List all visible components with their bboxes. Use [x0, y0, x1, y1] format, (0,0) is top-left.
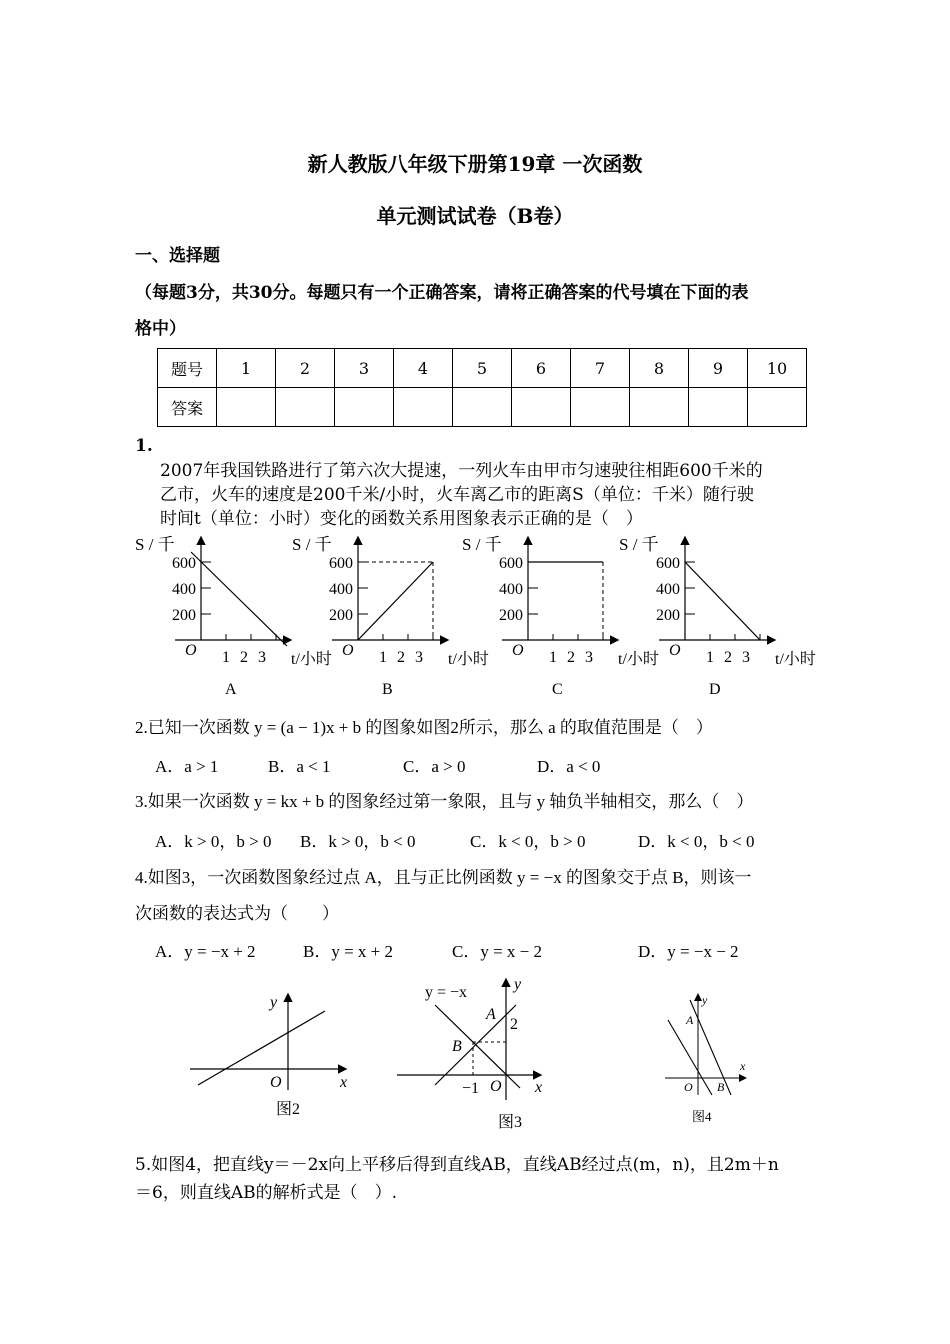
- option-label-c: C: [552, 681, 563, 698]
- q5-line1: 5.如图4，把直线y＝－2x向上平移后得到直线AB，直线AB经过点(m，n)，且2m＋n: [135, 1155, 779, 1175]
- fig3-caption: 图3: [498, 1114, 523, 1131]
- answer-cell[interactable]: [217, 388, 276, 427]
- x-axis-label: t/小时: [775, 651, 816, 668]
- table-cell: 1: [217, 349, 276, 388]
- figures-2-3-4: [180, 975, 770, 1135]
- figure-3: [397, 976, 542, 1131]
- q3-option-b: B．k > 0，b < 0: [300, 832, 416, 851]
- option-label-d: D: [709, 681, 721, 698]
- fig2-x-label: x: [340, 1074, 348, 1091]
- q2-stem: 2.已知一次函数 y = (a − 1)x + b 的图象如图2所示，那么 a 的取值范围是（ ）: [135, 718, 713, 737]
- tick-400: 400: [499, 581, 523, 598]
- tick-2: 2: [397, 649, 405, 666]
- tick-3: 3: [585, 649, 593, 666]
- answer-table: [157, 348, 807, 427]
- page-subtitle: 单元测试试卷（B卷）: [376, 204, 574, 228]
- q1-line1: 2007年我国铁路进行了第六次大提速，一列火车由甲市匀速驶往相距600千米的: [160, 461, 763, 481]
- answer-cell[interactable]: [394, 388, 453, 427]
- fig2-caption: 图2: [276, 1101, 301, 1118]
- fig3-point-a: A: [486, 1006, 496, 1023]
- origin-label: O: [669, 642, 681, 659]
- fig3-y-label: y: [514, 976, 522, 993]
- q3-option-c: C．k < 0，b > 0: [470, 832, 586, 851]
- q3-option-d: D．k < 0，b < 0: [638, 832, 755, 851]
- q1-line2: 乙市，火车的速度是200千米/小时，火车离乙市的距离S（单位：千米）随行驶: [160, 485, 754, 505]
- table-row: [158, 388, 807, 427]
- q4-stem-line2: 次函数的表达式为（ ）: [135, 904, 339, 923]
- table-cell: 3: [335, 349, 394, 388]
- q3-stem: 3.如果一次函数 y = kx + b 的图象经过第一象限，且与 y 轴负半轴相交，那么（ ）: [135, 792, 754, 811]
- fig3-origin-label: O: [490, 1078, 502, 1095]
- tick-200: 200: [329, 607, 353, 624]
- tick-3: 3: [415, 649, 423, 666]
- table-cell: 答案: [158, 388, 217, 427]
- q3-option-a: A．k > 0，b > 0: [155, 832, 272, 851]
- fig4-point-a: A: [686, 1013, 694, 1027]
- fig3-point-b: B: [452, 1038, 462, 1055]
- table-cell: 6: [512, 349, 571, 388]
- fig4-y-label: y: [702, 993, 708, 1007]
- fig3-x-label: x: [535, 1079, 543, 1096]
- tick-2: 2: [240, 649, 248, 666]
- tick-600: 600: [329, 555, 353, 572]
- answer-cell[interactable]: [512, 388, 571, 427]
- q1-line3: 时间t（单位：小时）变化的函数关系用图象表示正确的是（ ）: [160, 509, 643, 529]
- table-cell: 4: [394, 349, 453, 388]
- graph-c: [462, 535, 659, 698]
- q4-stem-line1: 4.如图3，一次函数图象经过点 A，且与正比例函数 y = −x 的图象交于点 B，则该一: [135, 868, 752, 887]
- tick-600: 600: [172, 555, 196, 572]
- tick-400: 400: [656, 581, 680, 598]
- tick-2: 2: [567, 649, 575, 666]
- y-axis-label: S / 千: [292, 535, 332, 554]
- origin-label: O: [342, 642, 354, 659]
- answer-cell[interactable]: [689, 388, 748, 427]
- tick-600: 600: [499, 555, 523, 572]
- answer-cell[interactable]: [453, 388, 512, 427]
- graph-b: [292, 535, 489, 698]
- tick-1: 1: [706, 649, 714, 666]
- y-axis-label: S / 千: [135, 535, 175, 554]
- fig3-tick-2: 2: [510, 1016, 518, 1033]
- fig4-x-label: x: [740, 1059, 746, 1073]
- origin-label: O: [512, 642, 524, 659]
- origin-label: O: [185, 642, 197, 659]
- q4-option-a: A．y = −x + 2: [155, 942, 256, 961]
- answer-cell[interactable]: [276, 388, 335, 427]
- q4-option-b: B．y = x + 2: [303, 942, 394, 961]
- table-cell: 2: [276, 349, 335, 388]
- option-label-a: A: [225, 681, 237, 698]
- tick-400: 400: [172, 581, 196, 598]
- section-note-line2: 格中）: [135, 319, 186, 339]
- figure-2: [190, 994, 347, 1118]
- answer-cell[interactable]: [335, 388, 394, 427]
- table-row: [158, 349, 807, 388]
- fig4-point-b: B: [717, 1080, 725, 1094]
- tick-1: 1: [549, 649, 557, 666]
- x-axis-label: t/小时: [291, 651, 332, 668]
- tick-3: 3: [742, 649, 750, 666]
- section-heading: 一、选择题: [135, 246, 220, 266]
- option-label-b: B: [382, 681, 393, 698]
- section-note-line1: （每题3分，共30分。每题只有一个正确答案，请将正确答案的代号填在下面的表: [135, 283, 749, 303]
- fig2-origin-label: O: [270, 1074, 282, 1091]
- q2-option-b: B．a < 1: [268, 757, 331, 776]
- fig2-y-label: y: [270, 994, 278, 1011]
- tick-200: 200: [172, 607, 196, 624]
- x-axis-label: t/小时: [448, 651, 489, 668]
- graph-a: [135, 535, 332, 698]
- tick-1: 1: [379, 649, 387, 666]
- tick-3: 3: [258, 649, 266, 666]
- table-cell: 8: [630, 349, 689, 388]
- page-title: 新人教版八年级下册第19章 一次函数: [307, 152, 643, 176]
- table-cell: 7: [571, 349, 630, 388]
- q1-number: 1.: [135, 436, 153, 456]
- q5-line2: ＝6，则直线AB的解析式是（ ）.: [135, 1183, 397, 1203]
- fig4-origin-label: O: [684, 1080, 693, 1094]
- tick-1: 1: [222, 649, 230, 666]
- q2-option-d: D．a < 0: [537, 757, 601, 776]
- table-cell: 5: [453, 349, 512, 388]
- fig3-line-label: y = −x: [425, 984, 468, 1001]
- figure-4: [665, 993, 746, 1124]
- x-axis-label: t/小时: [618, 651, 659, 668]
- tick-200: 200: [499, 607, 523, 624]
- answer-cell[interactable]: [748, 388, 807, 427]
- table-cell: 9: [689, 349, 748, 388]
- q1-graphs: [125, 530, 825, 705]
- q2-option-a: A．a > 1: [155, 757, 219, 776]
- fig3-tick-neg1: −1: [462, 1080, 480, 1097]
- tick-2: 2: [724, 649, 732, 666]
- y-axis-label: S / 千: [619, 535, 659, 554]
- answer-cell[interactable]: [630, 388, 689, 427]
- fig4-caption: 图4: [692, 1109, 712, 1124]
- q2-option-c: C．a > 0: [403, 757, 466, 776]
- answer-cell[interactable]: [571, 388, 630, 427]
- tick-400: 400: [329, 581, 353, 598]
- table-cell: 10: [748, 349, 807, 388]
- graph-d: [619, 535, 816, 698]
- q4-option-d: D．y = −x − 2: [638, 942, 739, 961]
- tick-600: 600: [656, 555, 680, 572]
- tick-200: 200: [656, 607, 680, 624]
- table-cell: 题号: [158, 349, 217, 388]
- q4-option-c: C．y = x − 2: [452, 942, 543, 961]
- y-axis-label: S / 千: [462, 535, 502, 554]
